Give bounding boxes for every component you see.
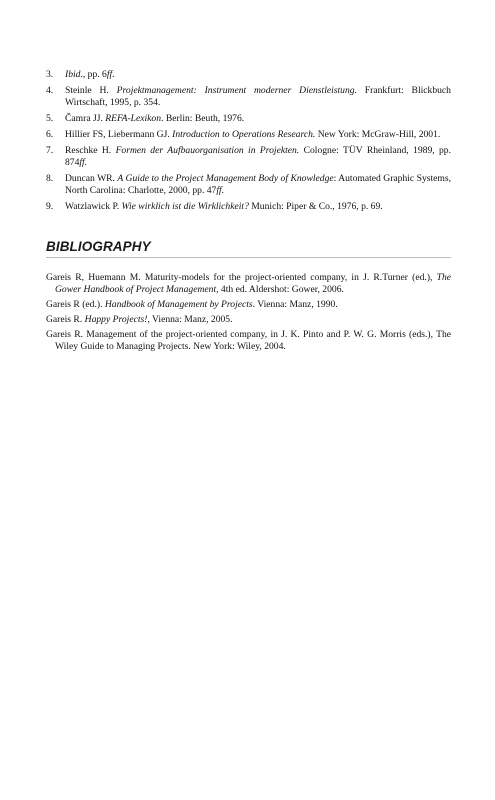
endnote-item bbox=[46, 113, 451, 125]
citation-text: Duncan WR. bbox=[65, 173, 118, 184]
citation-text: , 4th ed. Aldershot: Gower, 2006. bbox=[216, 284, 344, 295]
citation-text: Gareis R, Huemann M. Maturity-models for the project-oriented company, in J. R.Turner (ed.), bbox=[46, 272, 437, 283]
italic-title-text: Wie wirklich ist die Wirklichkeit? bbox=[121, 201, 249, 212]
endnote-number: 9. bbox=[46, 201, 54, 212]
citation-text: Steinle H. bbox=[65, 85, 117, 96]
bibliography-entry bbox=[46, 314, 451, 326]
citation-text: , Vienna: Manz, 2005. bbox=[147, 314, 233, 325]
endnote-item bbox=[46, 145, 451, 169]
citation-text: New York: McGraw-Hill, 2001. bbox=[315, 129, 441, 140]
italic-title-text: Formen der Aufbauorganisation in Projekten. bbox=[115, 145, 300, 156]
italic-title-text: ff. bbox=[79, 157, 88, 168]
citation-text: ., pp. 6 bbox=[80, 69, 107, 80]
italic-title-text: ff. bbox=[216, 185, 225, 196]
italic-title-text: Happy Projects! bbox=[84, 314, 148, 325]
bibliography-heading: BIBLIOGRAPHY bbox=[46, 239, 151, 254]
endnote-number: 3. bbox=[46, 69, 54, 80]
endnote-item bbox=[46, 201, 451, 213]
citation-text: . Vienna: Manz, 1990. bbox=[252, 299, 338, 310]
citation-text: Hillier FS, Liebermann GJ. bbox=[65, 129, 173, 140]
endnote-number: 7. bbox=[46, 145, 54, 156]
citation-text: : Automated Graphic Systems, North Carolina: Charlotte, 2000, pp. 47 bbox=[65, 173, 452, 196]
italic-title-text: Introduction to Operations Research. bbox=[172, 129, 316, 140]
endnote-item bbox=[46, 129, 451, 141]
bibliography-entry bbox=[46, 299, 451, 311]
italic-title-text: Projektmanagement: Instrument moderner Dienstleistung. bbox=[116, 85, 357, 96]
endnote-number: 8. bbox=[46, 173, 54, 184]
italic-title-text: The Gower Handbook of Project Management bbox=[55, 272, 451, 295]
endnote-item bbox=[46, 85, 451, 109]
italic-title-text: REFA-Lexikon bbox=[105, 113, 162, 124]
citation-text: Cologne: TÜV Rheinland, 1989, pp. 874 bbox=[65, 145, 452, 168]
citation-text: Čamra JJ. bbox=[65, 113, 106, 124]
italic-title-text: ff. bbox=[106, 69, 115, 80]
italic-title-text: A Guide to the Project Management Body of Knowledge bbox=[117, 173, 334, 184]
endnote-number: 5. bbox=[46, 113, 54, 124]
endnote-number: 6. bbox=[46, 129, 54, 140]
bibliography-entry bbox=[46, 272, 451, 296]
endnote-number: 4. bbox=[46, 85, 54, 96]
citation-text: Gareis R (ed.). bbox=[46, 299, 105, 310]
citation-text: Munich: Piper & Co., 1976, p. 69. bbox=[248, 201, 383, 212]
italic-title-text: Ibid bbox=[65, 69, 81, 80]
endnote-item bbox=[46, 173, 451, 197]
citation-text: Gareis R. bbox=[46, 314, 85, 325]
citation-text: Gareis R. Management of the project-oriented company, in J. K. Pinto and P. W. G. Morris (eds.), The Wiley Guide to Managing Projects. New York: Wiley, 2004. bbox=[46, 329, 451, 352]
citation-text: . Berlin: Beuth, 1976. bbox=[161, 113, 245, 124]
bibliography-entry bbox=[46, 329, 451, 353]
citation-text: Frankfurt: Blickbuch Wirtschaft, 1995, p. 354. bbox=[65, 85, 451, 108]
endnote-item bbox=[46, 69, 451, 81]
citation-text: Reschke H. bbox=[65, 145, 116, 156]
bibliography-list bbox=[46, 272, 451, 356]
italic-title-text: Handbook of Management by Projects bbox=[104, 299, 253, 310]
citation-text: Watzlawick P. bbox=[65, 201, 122, 212]
endnotes-list bbox=[46, 69, 451, 217]
bibliography-heading-block bbox=[46, 239, 451, 258]
